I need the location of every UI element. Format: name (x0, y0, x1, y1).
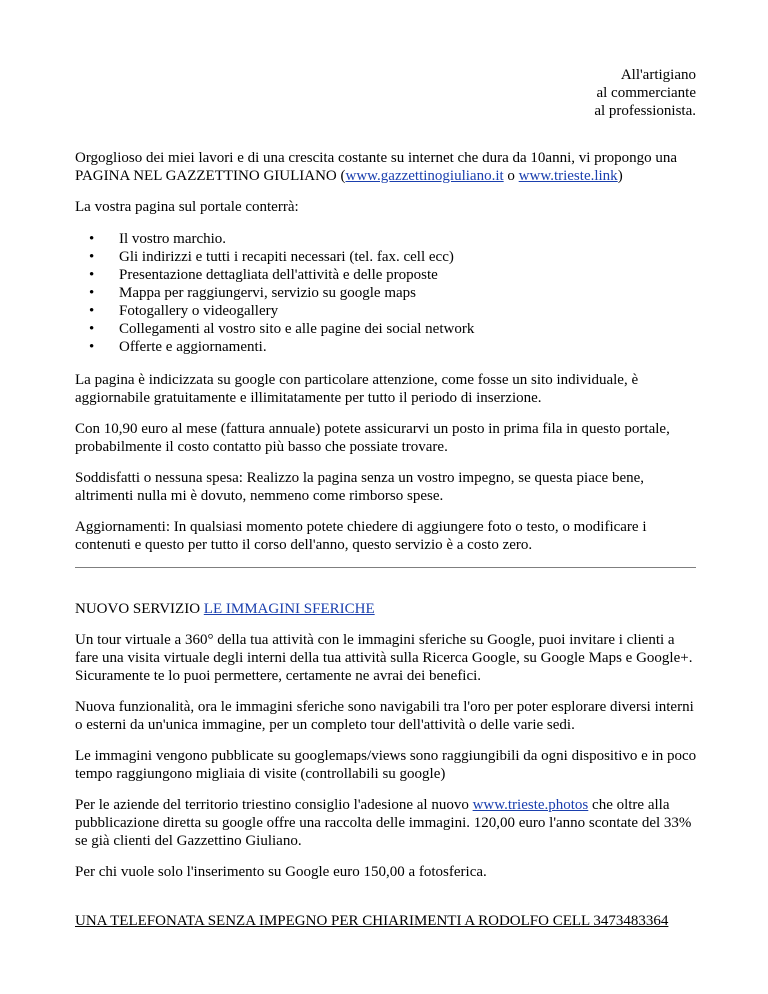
bullet-icon: • (89, 321, 95, 337)
price-paragraph: Con 10,90 euro al mese (fattura annuale) potete assicurarvi un posto in prima fila in questo portale, probabilmente il costo contatto più basso che possiate trovare. (75, 421, 670, 455)
list-item (75, 320, 697, 338)
list-item (75, 338, 697, 356)
bullet-icon: • (89, 267, 95, 283)
list-item-text: Il vostro marchio. (119, 231, 227, 247)
intro-text-after: ) (617, 168, 623, 184)
companies-text-after: che oltre alla pubblicazione diretta su google offre una raccolta delle immagini. 120,00 euro l'anno scontate del 33% se già clienti del Gazzettino Giuliano. (75, 797, 692, 849)
list-item (75, 266, 697, 284)
intro-text-middle: o (503, 168, 519, 184)
recipient-address (75, 66, 696, 120)
list-item-text: Gli indirizzi e tutti i recapiti necessari (tel. fax. cell ecc) (119, 249, 454, 265)
tour-paragraph: Un tour virtuale a 360° della tua attività con le immagini sferiche su Google, puoi invitare i clienti a fare una visita virtuale degli interni della tua attività sulla Ricerca Google, su Google Maps e Google+. Sicuramente te lo puoi permettere, certamente ne avrai dei benefici. (75, 632, 693, 684)
bullet-icon: • (89, 285, 95, 301)
bullet-icon: • (89, 303, 95, 319)
address-line-2: al commerciante (596, 85, 696, 101)
gazzettino-link[interactable]: www.gazzettinogiuliano.it (345, 168, 504, 184)
list-item-text: Mappa per raggiungervi, servizio su google maps (119, 285, 417, 301)
features-heading: La vostra pagina sul portale conterrà: (75, 199, 299, 215)
navigable-paragraph: Nuova funzionalità, ora le immagini sferiche sono navigabili tra l'oro per poter esplorare diversi interni o esterni da un'unica immagine, per un completo tour dell'attività o delle varie sedi. (75, 699, 694, 733)
horizontal-divider (75, 567, 696, 568)
list-item (75, 302, 697, 320)
list-item (75, 248, 697, 266)
bullet-icon: • (89, 339, 95, 355)
list-item (75, 284, 697, 302)
satisfaction-paragraph: Soddisfatti o nessuna spesa: Realizzo la pagina senza un vostro impegno, se questa piace bene, altrimenti nulla mi è dovuto, nemmeno come rimborso spese. (75, 470, 645, 504)
bullet-icon: • (89, 249, 95, 265)
trieste-link[interactable]: www.trieste.link (518, 168, 618, 184)
updates-paragraph: Aggiornamenti: In qualsiasi momento potete chiedere di aggiungere foto o testo, o modificare i contenuti e questo per tutto il corso dell'anno, questo servizio è a costo zero. (75, 519, 647, 553)
published-paragraph: Le immagini vengono pubblicate su googlemaps/views sono raggiungibili da ogni dispositivo e in poco tempo raggiungono migliaia di visite (controllabili su google) (75, 748, 697, 782)
features-list (75, 230, 697, 356)
address-line-1: All'artigiano (620, 67, 696, 83)
trieste-photos-link[interactable]: www.trieste.photos (472, 797, 589, 813)
new-service-prefix: NUOVO SERVIZIO (75, 601, 204, 617)
google-only-paragraph: Per chi vuole solo l'inserimento su Google euro 150,00 a fotosferica. (75, 864, 487, 880)
intro-paragraph (75, 149, 697, 185)
call-to-action: UNA TELEFONATA SENZA IMPEGNO PER CHIARIMENTI A RODOLFO CELL 3473483364 (75, 913, 669, 929)
companies-text-before: Per le aziende del territorio triestino consiglio l'adesione al nuovo (75, 797, 473, 813)
spherical-images-link[interactable]: LE IMMAGINI SFERICHE (203, 601, 375, 617)
list-item-text: Fotogallery o videogallery (119, 303, 279, 319)
new-service-heading (75, 600, 697, 618)
list-item (75, 230, 697, 248)
companies-paragraph (75, 796, 697, 850)
intro-text-before: Orgoglioso dei miei lavori e di una crescita costante su internet che dura da 10anni, vi propongo una PAGINA NEL GAZZETTINO GIULIANO ( (75, 150, 678, 184)
list-item-text: Offerte e aggiornamenti. (119, 339, 267, 355)
indexing-paragraph: La pagina è indicizzata su google con particolare attenzione, come fosse un sito individuale, è aggiornabile gratuitamente e illimitatamente per tutto il periodo di inserzione. (75, 372, 639, 406)
list-item-text: Collegamenti al vostro sito e alle pagine dei social network (119, 321, 475, 337)
list-item-text: Presentazione dettagliata dell'attività e delle proposte (119, 267, 438, 283)
address-line-3: al professionista. (594, 103, 696, 119)
bullet-icon: • (89, 231, 95, 247)
